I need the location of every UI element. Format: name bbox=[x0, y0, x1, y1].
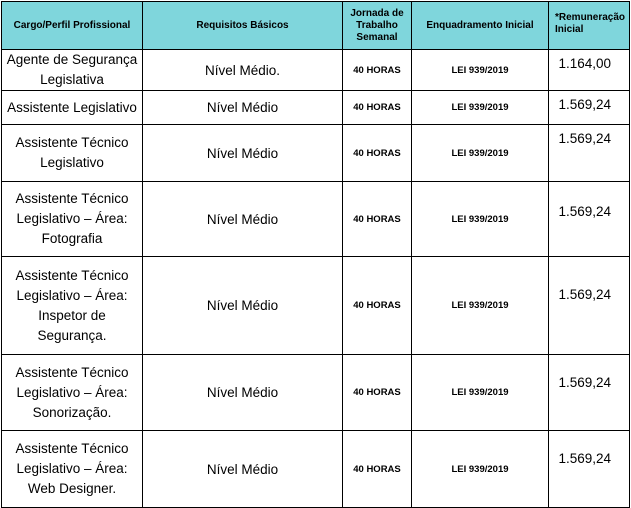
cell-cargo: Assistente Legislativo bbox=[2, 91, 143, 125]
header-enquadramento: Enquadramento Inicial bbox=[412, 2, 549, 50]
cell-requisitos: Nível Médio bbox=[143, 257, 343, 355]
cell-enquadramento: LEI 939/2019 bbox=[412, 125, 549, 182]
cell-cargo: Assistente Técnico Legislativo – Área: Sonorização. bbox=[2, 355, 143, 431]
cell-requisitos: Nível Médio bbox=[143, 91, 343, 125]
table-row bbox=[2, 125, 630, 182]
cell-cargo: Assistente Técnico Legislativo – Área: Web Designer. bbox=[2, 431, 143, 508]
cell-jornada: 40 HORAS bbox=[343, 91, 412, 125]
header-jornada: Jornada de Trabalho Semanal bbox=[343, 2, 412, 50]
cell-enquadramento: LEI 939/2019 bbox=[412, 257, 549, 355]
cell-cargo: Assistente Técnico Legislativo bbox=[2, 125, 143, 182]
cell-jornada: 40 HORAS bbox=[343, 431, 412, 508]
cell-cargo: Assistente Técnico Legislativo – Área: Inspetor de Segurança. bbox=[2, 257, 143, 355]
cell-requisitos: Nível Médio bbox=[143, 125, 343, 182]
table-row bbox=[2, 182, 630, 257]
cell-cargo: Agente de Segurança Legislativa bbox=[2, 50, 143, 91]
table-row bbox=[2, 257, 630, 355]
cell-remuneracao: 1.569,24 bbox=[549, 431, 630, 508]
cell-enquadramento: LEI 939/2019 bbox=[412, 50, 549, 91]
header-row bbox=[2, 2, 630, 50]
table-row bbox=[2, 91, 630, 125]
table-row bbox=[2, 50, 630, 91]
cell-enquadramento: LEI 939/2019 bbox=[412, 355, 549, 431]
table-row bbox=[2, 355, 630, 431]
header-requisitos: Requisitos Básicos bbox=[143, 2, 343, 50]
cell-enquadramento: LEI 939/2019 bbox=[412, 431, 549, 508]
cell-remuneracao: 1.569,24 bbox=[549, 257, 630, 355]
cell-enquadramento: LEI 939/2019 bbox=[412, 182, 549, 257]
cell-remuneracao: 1.569,24 bbox=[549, 125, 630, 182]
cell-jornada: 40 HORAS bbox=[343, 125, 412, 182]
cell-remuneracao: 1.569,24 bbox=[549, 355, 630, 431]
table-row bbox=[2, 431, 630, 508]
cell-jornada: 40 HORAS bbox=[343, 355, 412, 431]
cell-remuneracao: 1.569,24 bbox=[549, 182, 630, 257]
header-cargo: Cargo/Perfil Profissional bbox=[2, 2, 143, 50]
cell-enquadramento: LEI 939/2019 bbox=[412, 91, 549, 125]
cell-jornada: 40 HORAS bbox=[343, 257, 412, 355]
cell-requisitos: Nível Médio bbox=[143, 355, 343, 431]
cell-remuneracao: 1.164,00 bbox=[549, 50, 630, 91]
cell-jornada: 40 HORAS bbox=[343, 50, 412, 91]
cell-remuneracao: 1.569,24 bbox=[549, 91, 630, 125]
cell-requisitos: Nível Médio bbox=[143, 182, 343, 257]
cell-cargo: Assistente Técnico Legislativo – Área: Fotografia bbox=[2, 182, 143, 257]
header-remuneracao: *Remuneração Inicial bbox=[549, 2, 630, 50]
cargos-table bbox=[1, 1, 630, 508]
cell-requisitos: Nível Médio bbox=[143, 431, 343, 508]
cell-requisitos: Nível Médio. bbox=[143, 50, 343, 91]
cell-jornada: 40 HORAS bbox=[343, 182, 412, 257]
